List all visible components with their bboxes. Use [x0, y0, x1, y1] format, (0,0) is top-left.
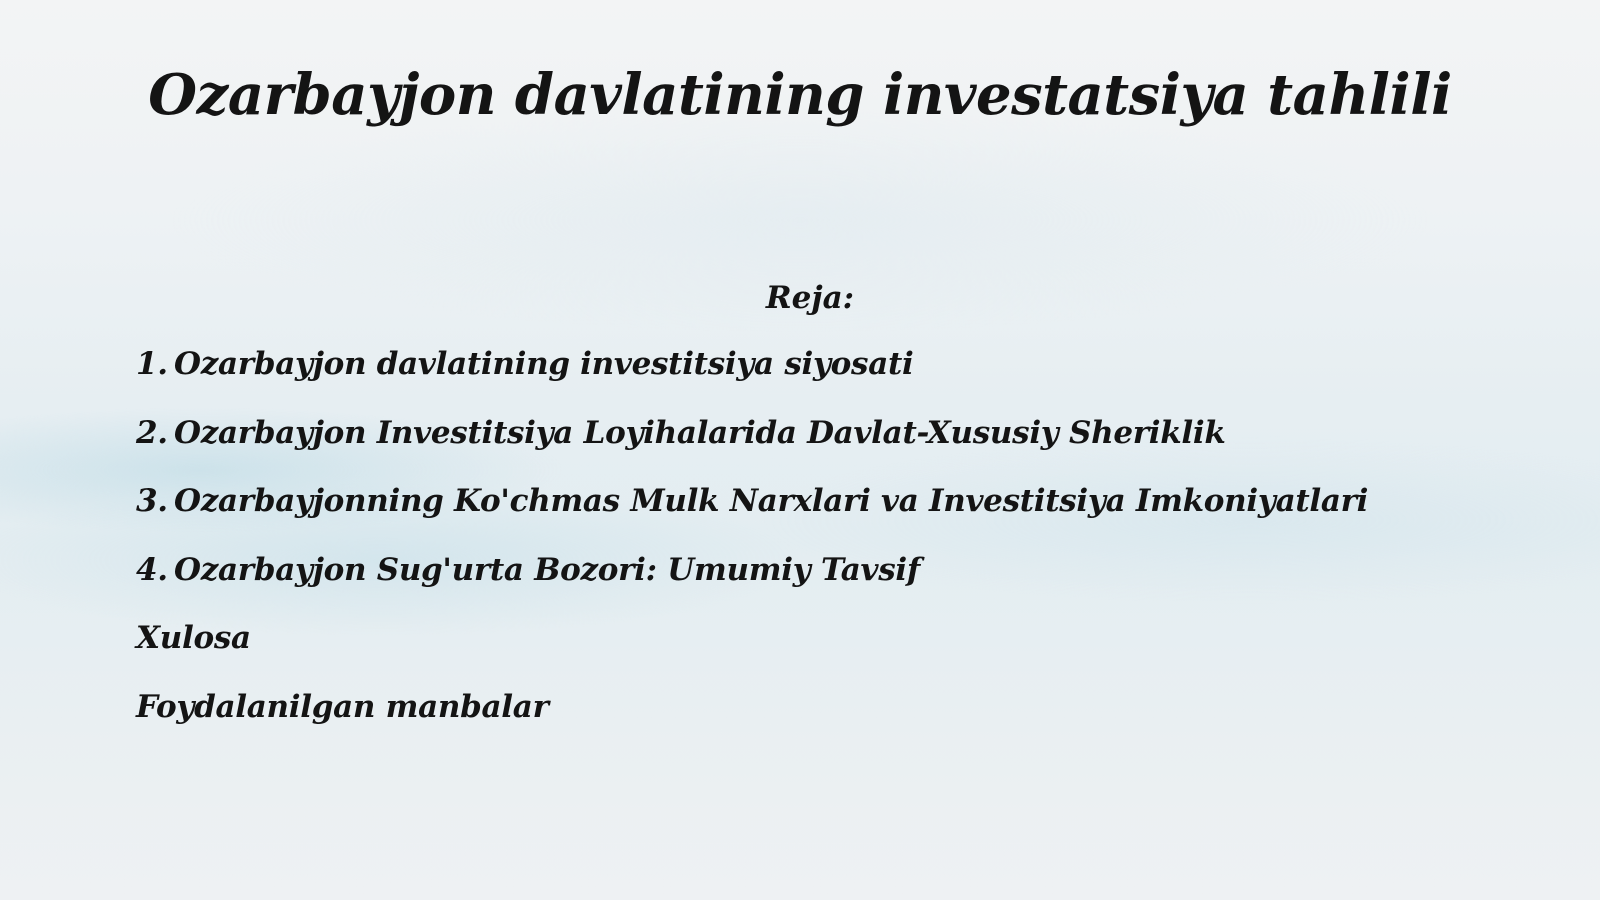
plan-item-text: Ozarbayjon davlatining investitsiya siyosati	[174, 346, 914, 382]
slide-title: Ozarbayjon davlatining investatsiya tahlili	[148, 62, 1452, 128]
plan-item-text: Ozarbayjon Sug'urta Bozori: Umumiy Tavsif	[174, 551, 920, 588]
plan-item-number: 1.	[136, 346, 168, 382]
plan-item-text: Ozarbayjon Investitsiya Loyihalarida Davlat-Xususiy Sheriklik	[174, 414, 1226, 451]
plan-item-number: 4.	[136, 551, 168, 588]
plan-list	[136, 344, 1368, 755]
plan-item-text: Foydalanilgan manbalar	[136, 688, 549, 725]
plan-item-text: Xulosa	[136, 620, 251, 656]
plan-item-sources	[136, 687, 1368, 727]
plan-item-conclusion	[136, 618, 1368, 658]
plan-item-3	[136, 481, 1368, 521]
plan-item-2	[136, 413, 1368, 453]
plan-heading: Reja:	[765, 280, 855, 316]
plan-item-number: 2.	[136, 414, 168, 451]
plan-item-text: Ozarbayjonning Ko'chmas Mulk Narxlari va Investitsiya Imkoniyatlari	[174, 483, 1369, 519]
plan-item-4	[136, 550, 1368, 590]
plan-item-number: 3.	[136, 483, 168, 519]
plan-item-1	[136, 344, 1368, 384]
